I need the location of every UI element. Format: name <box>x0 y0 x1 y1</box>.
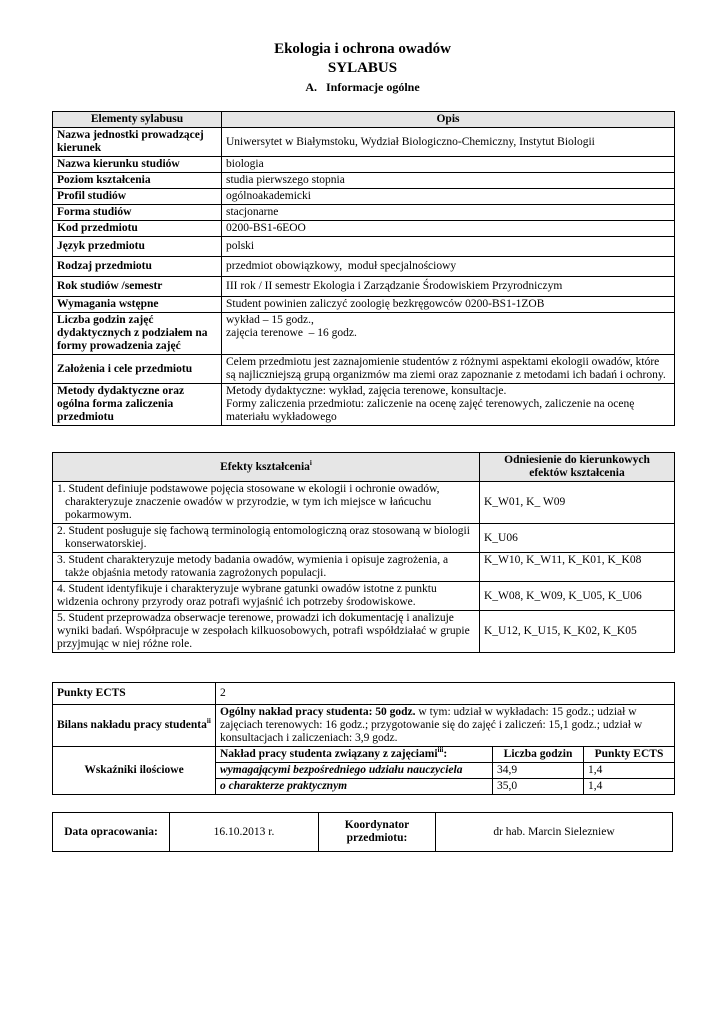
row-label: Kod przedmiotu <box>53 221 222 237</box>
row-label: Nazwa jednostki prowadzącej kierunek <box>53 128 222 157</box>
row-value: przedmiot obowiązkowy, moduł specjalnościowy <box>222 257 675 277</box>
document-title: Ekologia i ochrona owadów <box>274 41 451 57</box>
table-row <box>53 221 675 237</box>
indicator-label: wymagającymi bezpośredniego udziału nauczyciela <box>216 763 493 779</box>
outcome-text: 2. Student posługuje się fachową terminologią entomologiczną oraz stosowaną w biologii konserwatorskiej. <box>53 524 480 553</box>
row-label: Metody dydaktyczne oraz ogólna forma zaliczenia przedmiotu <box>53 384 222 426</box>
footer-table <box>52 812 673 852</box>
workload-value: Ogólny nakład pracy studenta: 50 godz. w tym: udział w wykładach: 15 godz.; udział w zajęciach terenowych: 16 godz.; przygotowanie się do zajęć i zaliczeń: 15,1 godz.; udział w konsultacjach i zaliczeniach: 3,9 godz. <box>216 705 675 747</box>
col-elements: Elementy sylabusu <box>53 112 222 128</box>
row-label: Rok studiów /semestr <box>53 277 222 297</box>
coordinator-label: Koordynator przedmiotu: <box>319 813 436 852</box>
row-value: Student powinien zaliczyć zoologię bezkręgowców 0200-BS1-1ZOB <box>222 297 675 313</box>
date-label: Data opracowania: <box>53 813 170 852</box>
table-row <box>53 313 675 355</box>
row-value: polski <box>222 237 675 257</box>
outcome-text: 4. Student identyfikuje i charakteryzuje wybrane gatunki owadów istotne z punktu widzenia ochrony przyrody oraz potrafi wyjaśnić ich potrzeby środowiskowe. <box>53 582 480 611</box>
table-row <box>53 237 675 257</box>
row-value: III rok / II semestr Ekologia i Zarządzanie Środowiskiem Przyrodniczym <box>222 277 675 297</box>
indicators-header: Nakład pracy studenta związany z zajęciami$^{iii}$: <box>216 747 493 763</box>
outcome-ref: K_U06 <box>480 524 675 553</box>
outcome-ref: K_W01, K_ W09 <box>480 482 675 524</box>
value-line: wykład – 15 godz., <box>226 314 314 326</box>
table-row <box>53 128 675 157</box>
outcome-ref: K_W10, K_W11, K_K01, K_K08 <box>480 553 675 582</box>
row-value <box>222 384 675 426</box>
table-row <box>53 189 675 205</box>
col-effects: Efekty kształcenia$^i$ <box>53 453 480 482</box>
col-hours: Liczba godzin <box>493 747 584 763</box>
table-row <box>53 157 675 173</box>
indicator-hours: 35,0 <box>493 779 584 795</box>
table-row <box>53 482 675 524</box>
row-label: Liczba godzin zajęć dydaktycznych z podziałem na formy prowadzenia zajęć <box>53 313 222 355</box>
workload-label: Bilans nakładu pracy studenta$^{ii}$ <box>53 705 216 747</box>
outcome-text: 1. Student definiuje podstawowe pojęcia stosowane w ekologii i ochronie owadów, charakteryzuje znaczenie owadów w przyrodzie, w tym ich miejsce w łańcuchu pokarmowym. <box>53 482 480 524</box>
indicators-label: Wskaźniki ilościowe <box>53 747 216 795</box>
date-value: 16.10.2013 r. <box>170 813 319 852</box>
row-value <box>222 313 675 355</box>
document-subtitle: SYLABUS <box>327 60 398 76</box>
row-label: Nazwa kierunku studiów <box>53 157 222 173</box>
value-line: Metody dydaktyczne: wykład, zajęcia terenowe, konsultacje. <box>226 385 507 397</box>
table-row <box>53 205 675 221</box>
table-row <box>53 683 675 705</box>
row-label: Język przedmiotu <box>53 237 222 257</box>
table-row <box>53 297 675 313</box>
learning-outcomes-table <box>52 452 675 653</box>
row-label: Rodzaj przedmiotu <box>53 257 222 277</box>
table-row <box>53 582 675 611</box>
row-value: stacjonarne <box>222 205 675 221</box>
table-row <box>53 524 675 553</box>
row-label: Poziom kształcenia <box>53 173 222 189</box>
table-row <box>53 553 675 582</box>
ects-points-label: Punkty ECTS <box>53 683 216 705</box>
value-line: zajęcia terenowe – 16 godz. <box>226 327 357 339</box>
table-header-row <box>53 453 675 482</box>
row-label: Profil studiów <box>53 189 222 205</box>
row-label: Forma studiów <box>53 205 222 221</box>
table-row <box>53 705 675 747</box>
row-value: ogólnoakademicki <box>222 189 675 205</box>
col-reference: Odniesienie do kierunkowych efektów kształcenia <box>480 453 675 482</box>
table-row <box>53 747 675 763</box>
row-value: biologia <box>222 157 675 173</box>
row-label: Wymagania wstępne <box>53 297 222 313</box>
col-description: Opis <box>222 112 675 128</box>
indicator-points: 1,4 <box>584 779 675 795</box>
table-row <box>53 355 675 384</box>
ects-table <box>52 682 675 795</box>
section-heading: A. Informacje ogólne <box>305 80 420 94</box>
row-value: Uniwersytet w Białymstoku, Wydział Biologiczno-Chemiczny, Instytut Biologii <box>222 128 675 157</box>
table-row <box>53 277 675 297</box>
row-label: Założenia i cele przedmiotu <box>53 355 222 384</box>
row-value: Celem przedmiotu jest zaznajomienie studentów z różnymi aspektami ekologii owadów, które są najliczniejszą grupą organizmów ma ziemi oraz zapoznanie z metodami ich badań i ochrony. <box>222 355 675 384</box>
outcome-ref: K_W08, K_W09, K_U05, K_U06 <box>480 582 675 611</box>
outcome-ref: K_U12, K_U15, K_K02, K_K05 <box>480 611 675 653</box>
table-row <box>53 173 675 189</box>
table-row <box>53 384 675 426</box>
coordinator-value: dr hab. Marcin Sielezniew <box>436 813 673 852</box>
row-value: studia pierwszego stopnia <box>222 173 675 189</box>
value-line: Formy zaliczenia przedmiotu: zaliczenie na ocenę zajęć terenowych, zaliczenie na ocenę materiału wykładowego <box>226 398 635 423</box>
row-value: 0200-BS1-6EOO <box>222 221 675 237</box>
table-row <box>53 813 673 852</box>
indicator-label: o charakterze praktycznym <box>216 779 493 795</box>
ects-points-value: 2 <box>216 683 675 705</box>
table-header-row <box>53 112 675 128</box>
table-row <box>53 257 675 277</box>
indicator-hours: 34,9 <box>493 763 584 779</box>
syllabus-table <box>52 111 675 426</box>
col-points: Punkty ECTS <box>584 747 675 763</box>
indicator-points: 1,4 <box>584 763 675 779</box>
outcome-text: 5. Student przeprowadza obserwacje terenowe, prowadzi ich dokumentację i analizuje wyniki badań. Współpracuje w zespołach kilkuosobowych, potrafi współdziałać w grupie przyjmując w niej różne role. <box>53 611 480 653</box>
outcome-text: 3. Student charakteryzuje metody badania owadów, wymienia i opisuje zagrożenia, a także objaśnia metody ratowania zagrożonych populacji. <box>53 553 480 582</box>
table-row <box>53 611 675 653</box>
